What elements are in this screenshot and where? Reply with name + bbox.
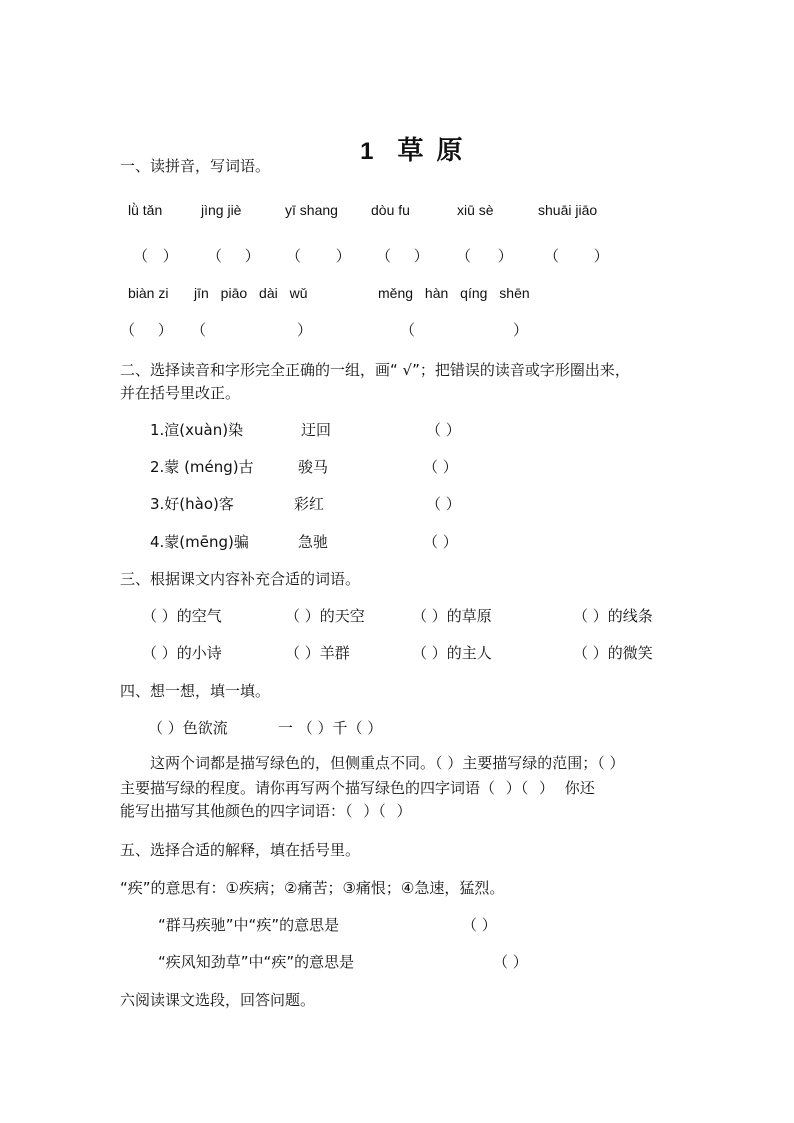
answer-blank-open[interactable]: （	[400, 321, 416, 339]
question-text: “群马疾驰”中“疾”的意思是	[158, 916, 340, 934]
paragraph-line: 主要描写绿的程度。请你再写两个描写绿色的四字词语（ ）（ ） 你还	[120, 779, 595, 797]
answer-blank[interactable]: （ ）	[423, 458, 458, 476]
question-word: 彩红	[294, 495, 325, 513]
page-title	[338, 100, 465, 167]
answer-blank[interactable]: （ ）	[426, 495, 461, 513]
question-word: 急驰	[298, 533, 329, 551]
pinyin-item: dòu fu	[371, 202, 410, 218]
answer-blank[interactable]: （ ）	[426, 421, 461, 439]
paragraph-line: 这两个词都是描写绿色的，但侧重点不同。（ ）主要描写绿的范围；（ ）	[150, 754, 625, 772]
question-text: “疾风知劲草”中“疾”的意思是	[158, 953, 355, 971]
answer-blank-open[interactable]: （	[191, 321, 207, 339]
question-word: 骏马	[298, 458, 329, 476]
answer-blank[interactable]: （ ）	[544, 247, 609, 265]
answer-blank-close[interactable]: ）	[297, 321, 313, 339]
section-6-heading: 六阅读课文选段，回答问题。	[120, 991, 316, 1009]
fill-phrase[interactable]: （ ）的微笑	[573, 644, 653, 662]
fill-phrase[interactable]: （ ）的主人	[412, 644, 492, 662]
pinyin-item: yī shang	[285, 202, 338, 218]
lesson-number: 1	[360, 138, 376, 165]
question-word: 2.蒙 (méng)古	[150, 458, 254, 476]
section-2-heading-cont: 并在括号里改正。	[120, 384, 241, 402]
fill-phrase[interactable]: （ ）的线条	[573, 607, 653, 625]
answer-blank[interactable]: （ ）	[207, 247, 260, 265]
fill-phrase[interactable]: （ ）的小诗	[142, 644, 222, 662]
section-4-heading: 四、想一想，填一填。	[120, 682, 271, 700]
question-word: 4.蒙(mēng)骗	[150, 533, 249, 551]
pinyin-item: shuāi jiāo	[538, 202, 598, 218]
section-2-heading: 二、选择读音和字形完全正确的一组，画“ √”；把错误的读音或字形圈出来，	[120, 361, 630, 379]
fill-phrase[interactable]: （ ）的天空	[285, 607, 365, 625]
fill-phrase[interactable]: （ ）的空气	[142, 607, 222, 625]
pinyin-item: jīn piāo dài wǔ	[194, 285, 308, 301]
pinyin-item: měng hàn qíng shēn	[378, 285, 530, 301]
answer-blank[interactable]: （ ）	[376, 247, 429, 265]
answer-blank[interactable]: （ ）	[423, 533, 458, 551]
answer-blank[interactable]: （ ）	[120, 321, 173, 339]
section-5-heading: 五、选择合适的解释，填在括号里。	[120, 841, 361, 859]
question-word: 1.渲(xuàn)染	[150, 421, 244, 439]
idiom-fill[interactable]: （ ）色欲流	[148, 719, 228, 737]
fill-phrase[interactable]: （ ）的草原	[412, 607, 492, 625]
fill-phrase[interactable]: （ ）羊群	[285, 644, 350, 662]
answer-blank[interactable]: （ ）	[493, 953, 528, 971]
pinyin-item: xiū sè	[457, 202, 494, 218]
definition-text: “疾”的意思有：①疾病；②痛苦；③痛恨；④急速，猛烈。	[120, 879, 505, 897]
pinyin-item: biàn zi	[128, 285, 169, 301]
idiom-fill[interactable]: 一 （ ）千（ ）	[278, 719, 383, 737]
pinyin-item: jìng jiè	[201, 202, 242, 218]
lesson-title: 草 原	[397, 136, 465, 166]
paragraph-line: 能写出描写其他颜色的四字词语：（ ）（ ）	[120, 802, 412, 820]
question-word: 迂回	[301, 421, 332, 439]
answer-blank[interactable]: （ ）	[462, 916, 497, 934]
section-3-heading: 三、根据课文内容补充合适的词语。	[120, 570, 361, 588]
answer-blank-close[interactable]: ）	[513, 321, 529, 339]
question-word: 3.好(hào)客	[150, 495, 234, 513]
answer-blank[interactable]: （ ）	[133, 247, 178, 265]
answer-blank[interactable]: （ ）	[456, 247, 513, 265]
pinyin-item: lǜ tǎn	[128, 202, 163, 218]
answer-blank[interactable]: （ ）	[286, 247, 351, 265]
section-1-heading: 一、读拼音，写词语。	[120, 157, 271, 175]
